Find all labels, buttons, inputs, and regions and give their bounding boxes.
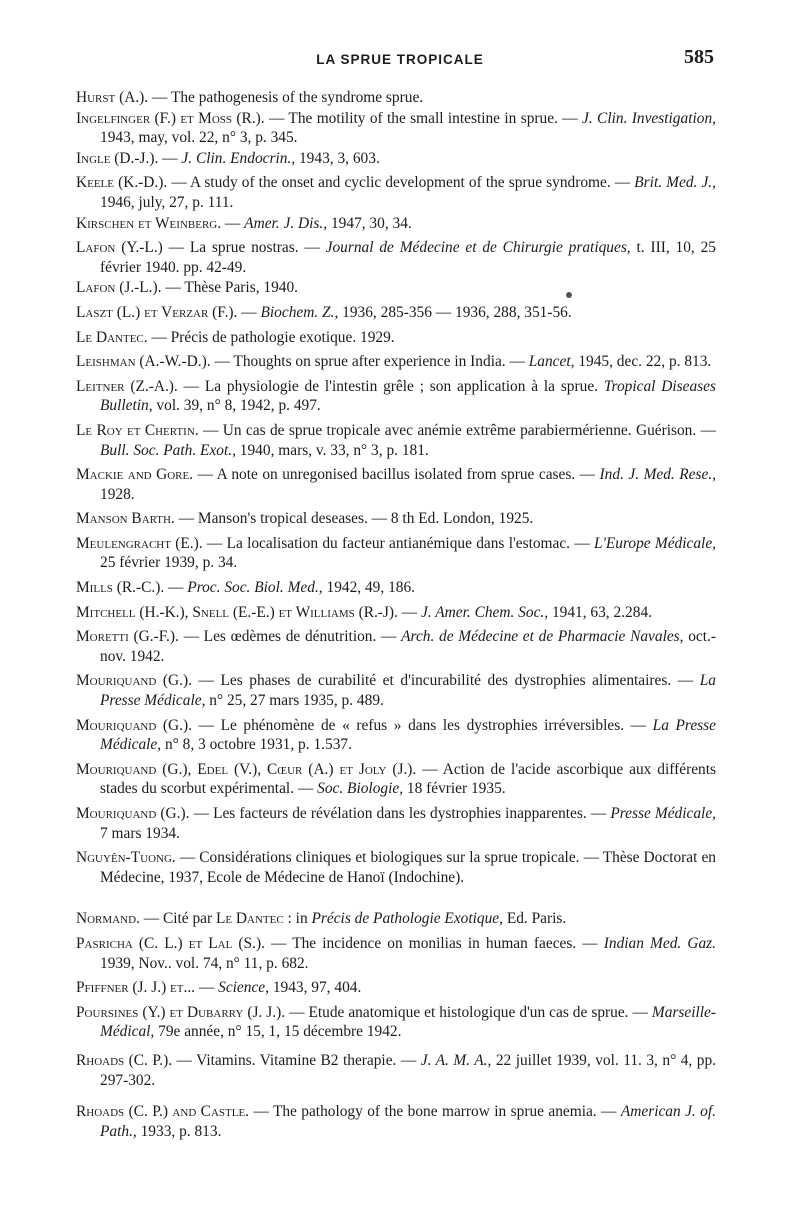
reference-entry — [76, 804, 716, 843]
reference-author: Lafon (J.-L.). — [76, 279, 162, 297]
reference-entry — [76, 149, 716, 169]
reference-details: n° 25, 27 mars 1935, p. 489. — [205, 692, 384, 710]
reference-details: 1943, 3, 603. — [295, 149, 380, 167]
reference-text: — — [237, 303, 261, 321]
reference-source: Science, — [218, 979, 269, 997]
reference-source: Bull. Soc. Path. Exot., — [100, 441, 236, 459]
reference-details: 1933, p. 813. — [136, 1122, 222, 1140]
reference-author: Moretti (G.-F.). — [76, 628, 179, 646]
reference-details: 1945, dec. 22, p. 813. — [574, 353, 712, 371]
reference-source: Journal de Médecine et de Chirurgie pratiques, — [325, 239, 631, 257]
reference-source: Biochem. Z., — [260, 303, 339, 321]
reference-entry — [76, 238, 716, 277]
reference-author: Mitchell (H.-K.), Snell (E.-E.) et Williams (R.-J). — [76, 603, 398, 621]
reference-text: — A note on unregonised bacillus isolated from sprue cases. — — [193, 466, 600, 484]
reference-text: — — [195, 979, 219, 997]
reference-details: 1947, 30, 34. — [327, 214, 412, 232]
running-title: LA SPRUE TROPICALE — [316, 52, 484, 67]
reference-text: — The pathogenesis of the syndrome sprue. — [148, 89, 424, 106]
reference-text: — The pathology of the bone marrow in sprue anemia. — — [249, 1103, 621, 1121]
reference-source: Brit. Med. J., — [634, 174, 716, 192]
reference-author: Mackie and Gore. — [76, 466, 194, 484]
reference-entry — [76, 109, 716, 148]
reference-source: Marseille-Médical, — [100, 1003, 717, 1041]
reference-source: J. A. M. A., — [420, 1051, 492, 1069]
reference-details: oct.-nov. 1942. — [100, 628, 717, 665]
reference-source: La Presse Médicale, — [100, 672, 717, 710]
reference-author: Nguyên-Tuong. — [76, 849, 176, 867]
reference-details: 1946, july, 27, p. 111. — [100, 193, 234, 211]
reference-text: — Précis de pathologie exotique. 1929. — [147, 328, 395, 346]
reference-text: — Les facteurs de révélation dans les dystrophies inapparentes. — — [189, 805, 611, 822]
reference-text: — Thoughts on sprue after experience in India. — — [210, 353, 529, 371]
reference-entry — [76, 760, 716, 799]
reference-entry — [76, 1051, 716, 1090]
reference-entry — [76, 278, 716, 298]
reference-author: Rhoads (C. P.). — [76, 1051, 173, 1069]
reference-author: Mouriquand (G.), Edel (V.), Cœur (A.) et Joly (J.). — [76, 760, 417, 778]
reference-author: Ingelfinger (F.) et Moss (R.). — [76, 109, 265, 127]
reference-author: Kirschen et Weinberg. — [76, 214, 222, 232]
reference-text: — Un cas de sprue tropicale avec anémie extrême parabiermérienne. Guérison. — — [198, 421, 716, 439]
reference-details: 79e année, n° 15, 1, 15 décembre 1942. — [154, 1023, 402, 1041]
reference-text: — Les phases de curabilité et d'incurabilité des dystrophies alimentaires. — — [191, 672, 700, 690]
reference-details: n° 8, 3 octobre 1931, p. 1.537. — [161, 736, 352, 754]
reference-text: — — [221, 214, 245, 232]
reference-source: Lancet, — [528, 353, 575, 371]
reference-author: Mouriquand (G.). — [76, 672, 192, 690]
reference-author: Keele (K.-D.). — [76, 174, 168, 192]
reference-author: Meulengracht (E.). — [76, 534, 203, 552]
reference-details: t. III, 10, 25 février 1940. pp. 42-49. — [100, 239, 716, 276]
reference-text-cont: : in — [283, 910, 312, 928]
reference-author: Le Dantec. — [76, 328, 148, 346]
reference-text: — Etude anatomique et histologique d'un cas de sprue. — — [285, 1003, 652, 1021]
reference-entry — [76, 88, 716, 108]
reference-entry — [76, 377, 716, 416]
reference-text: — Manson's tropical deseases. — 8 th Ed. London, 1925. — [174, 510, 534, 528]
reference-source: Tropical Diseases Bulletin, — [100, 377, 716, 415]
reference-author: Pasricha (C. L.) et Lal (S.). — [76, 934, 265, 952]
reference-entry — [76, 603, 716, 623]
reference-details: 1943, may, vol. 22, n° 3, p. 345. — [100, 129, 298, 147]
reference-details: 1941, 63, 2.284. — [548, 603, 652, 621]
reference-details: Ed. Paris. — [502, 910, 567, 928]
reference-details: 18 février 1935. — [403, 780, 506, 798]
reference-text: — La sprue nostras. — — [162, 239, 326, 257]
reference-source: Arch. de Médecine et de Pharmacie Navales, — [401, 628, 684, 646]
reference-text: — Le phénomène de « refus » dans les dystrophies irréversibles. — — [191, 716, 653, 734]
reference-author: Lafon (Y.-L.) — [76, 239, 163, 257]
reference-text: — — [164, 579, 188, 597]
reference-author: Leitner (Z.-A.). — [76, 377, 178, 395]
reference-author: Mouriquand (G.). — [76, 716, 192, 734]
reference-entry — [76, 627, 716, 666]
reference-entry — [76, 578, 716, 598]
reference-author: Manson Barth. — [76, 510, 175, 528]
reference-entry — [76, 978, 716, 998]
reference-author: Poursines (Y.) et Dubarry (J. J.). — [76, 1003, 286, 1021]
reference-source: Soc. Biologie, — [317, 780, 404, 798]
reference-details: 1940, mars, v. 33, n° 3, p. 181. — [235, 441, 429, 459]
reference-author: Normand. — [76, 910, 140, 928]
reference-details: 1939, Nov.. vol. 74, n° 11, p. 682. — [100, 954, 309, 972]
reference-source: Amer. J. Dis., — [244, 214, 328, 232]
reference-text: — The incidence on monilias in human faeces. — — [264, 934, 604, 952]
reference-author: Leishman (A.-W.-D.). — [76, 353, 211, 371]
reference-entry — [76, 848, 716, 887]
bibliography-list — [76, 88, 716, 1142]
reference-details: 1928. — [100, 485, 135, 503]
reference-entry — [76, 716, 716, 755]
reference-source: J. Clin. Investigation, — [582, 109, 716, 127]
reference-author: Ingle (D.-J.). — [76, 149, 159, 167]
reference-entry — [76, 465, 716, 504]
reference-details: 25 février 1939, p. 34. — [100, 554, 238, 572]
reference-source: Ind. J. Med. Rese., — [599, 466, 716, 484]
reference-entry — [76, 173, 716, 212]
reference-text: — The motility of the small intestine in sprue. — — [264, 109, 583, 127]
reference-author: Mills (R.-C.). — [76, 579, 165, 597]
reference-source: La Presse Médicale, — [100, 716, 716, 754]
reference-source: Indian Med. Gaz. — [603, 934, 716, 952]
reference-text: — La localisation du facteur antianémique dans l'estomac. — — [202, 534, 595, 552]
reference-author: Rhoads (C. P.) and Castle. — [76, 1103, 250, 1121]
reference-source: Précis de Pathologie Exotique, — [311, 910, 503, 928]
reference-source: L'Europe Médicale, — [594, 534, 716, 552]
reference-entry — [76, 671, 716, 710]
reference-details: 7 mars 1934. — [100, 824, 180, 842]
reference-text: — Cité par — [139, 910, 216, 928]
reference-entry — [76, 1003, 716, 1042]
reference-text: — Action de l'acide ascorbique aux différents stades du scorbut expérimental. — — [100, 760, 716, 798]
reference-entry — [76, 421, 716, 460]
reference-details: 1943, 97, 404. — [268, 979, 362, 997]
reference-entry — [76, 909, 716, 929]
reference-details: 1936, 285-356 — 1936, 288, 351-56. — [338, 303, 572, 321]
reference-entry — [76, 328, 716, 348]
reference-entry — [76, 214, 716, 234]
reference-details: vol. 39, n° 8, 1942, p. 497. — [152, 397, 321, 415]
reference-source: J. Clin. Endocrin., — [181, 149, 296, 167]
reference-entry — [76, 509, 716, 529]
reference-entry — [76, 303, 716, 323]
reference-text: — Considérations cliniques et biologiques sur la sprue tropicale. — Thèse Doctorat en Médecine, 1937, Ecole de Médecine de Hanoï (Indochine). — [100, 849, 716, 886]
reference-text: — — [397, 603, 421, 621]
reference-author: Mouriquand (G.). — [76, 805, 190, 822]
reference-text: — Thèse Paris, 1940. — [161, 279, 299, 297]
page-number: 585 — [684, 46, 714, 68]
reference-source: Presse Médicale, — [610, 805, 717, 822]
reference-source: American J. of. Path., — [100, 1103, 717, 1140]
reference-details: 22 juillet 1939, vol. 11. 3, n° 4, pp. 297-302. — [100, 1051, 716, 1089]
reference-entry — [76, 934, 716, 973]
reference-text: — — [158, 149, 182, 167]
reference-author: Pfiffner (J. J.) et... — [76, 979, 196, 997]
reference-text: — Vitamins. Vitamine B2 therapie. — — [172, 1051, 421, 1069]
reference-cited-author: Le Dantec — [215, 910, 284, 928]
reference-text: — Les œdèmes de dénutrition. — — [178, 628, 402, 646]
reference-author: Le Roy et Chertin. — [76, 421, 199, 439]
reference-source: J. Amer. Chem. Soc., — [421, 603, 549, 621]
reference-entry — [76, 1102, 716, 1141]
reference-text: — A study of the onset and cyclic development of the sprue syndrome. — — [167, 174, 635, 192]
reference-source: Proc. Soc. Biol. Med., — [187, 579, 323, 597]
reference-entry — [76, 534, 716, 573]
reference-author: Laszt (L.) et Verzar (F.). — [76, 303, 238, 321]
reference-author: Hurst (A.). — [76, 89, 149, 106]
reference-entry — [76, 352, 716, 372]
reference-text: — La physiologie de l'intestin grêle ; son application à la sprue. — [177, 377, 604, 395]
reference-details: 1942, 49, 186. — [322, 579, 415, 597]
